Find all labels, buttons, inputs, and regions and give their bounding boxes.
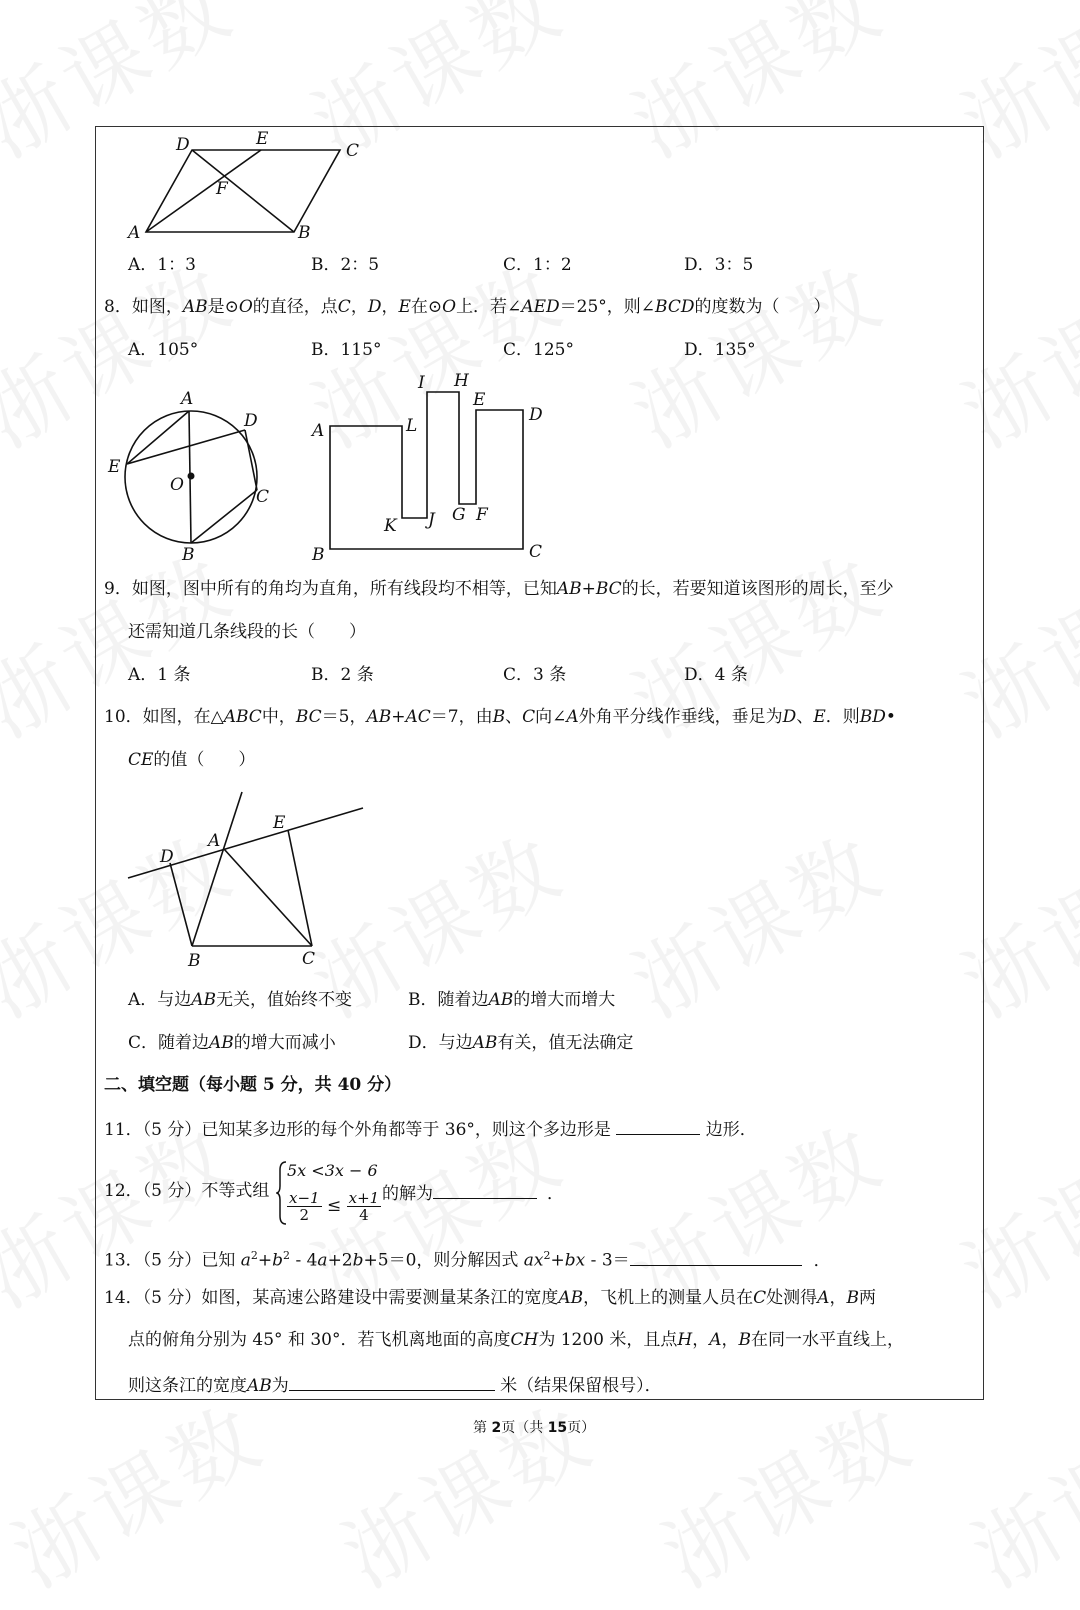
q9-question-line2: 还需知道几条线段的长（ ） bbox=[128, 622, 366, 642]
q9-label-D: D bbox=[529, 405, 543, 425]
q10-question-line2: CE的值（ ） bbox=[128, 750, 256, 770]
q8-option-b[interactable]: B．115° bbox=[311, 340, 382, 360]
q7-label-A: A bbox=[128, 223, 141, 243]
q8-label-A: A bbox=[181, 389, 194, 409]
section-heading: 二、填空题（每小题 5 分，共 40 分） bbox=[104, 1075, 402, 1095]
q7-option-b[interactable]: B．2：5 bbox=[311, 255, 380, 275]
q9-label-C: C bbox=[529, 542, 543, 562]
q11-answer-blank[interactable] bbox=[616, 1116, 700, 1135]
q12-fraction-1: $\frac{\text{𝑥−1}}{2}$ bbox=[289, 1189, 320, 1224]
q12-suffix: 的解为 ． bbox=[382, 1180, 564, 1205]
q14-answer-blank[interactable] bbox=[289, 1372, 495, 1391]
watermark bbox=[0, 1371, 282, 1610]
q8-label-O: O bbox=[170, 475, 184, 495]
q7-label-E: E bbox=[256, 129, 269, 149]
q10-option-c[interactable]: C．随着边AB的增大而减小 bbox=[128, 1033, 336, 1053]
q10-triangle-figure bbox=[120, 786, 370, 972]
q9-label-F: F bbox=[476, 505, 488, 525]
q8-option-c[interactable]: C．125° bbox=[503, 340, 574, 360]
q7-option-c[interactable]: C．1：2 bbox=[503, 255, 572, 275]
q7-option-d[interactable]: D．3：5 bbox=[684, 255, 754, 275]
q10-label-B: B bbox=[188, 951, 201, 971]
q9-label-G: G bbox=[452, 505, 466, 525]
q9-option-c[interactable]: C．3 条 bbox=[503, 665, 567, 685]
q9-label-B: B bbox=[312, 545, 325, 564]
q8-label-C: C bbox=[256, 487, 270, 507]
q9-label-L: L bbox=[406, 416, 418, 436]
q14-question-line1: 14．（5 分）如图，某高速公路建设中需要测量某条江的宽度AB，飞机上的测量人员在C处测得A，B两 bbox=[104, 1288, 876, 1308]
q10-label-A: A bbox=[208, 831, 221, 851]
watermark bbox=[318, 1371, 612, 1610]
q8-question: 8．如图，AB是⊙O的直径，点C，D，E在⊙O上．若∠AED＝25°，则∠BCD的度数为（ ） bbox=[104, 297, 831, 317]
q8-circle-figure bbox=[102, 384, 282, 564]
q10-question-line1: 10．如图，在△ABC中，BC＝5，AB+AC＝7，由B、C向∠A外角平分线作垂线，垂足为D、E．则BD• bbox=[104, 707, 896, 727]
q7-label-B: B bbox=[298, 223, 311, 243]
q9-option-b[interactable]: B．2 条 bbox=[311, 665, 374, 685]
q7-parallelogram-figure bbox=[120, 128, 380, 244]
q9-polygon-figure bbox=[308, 368, 553, 564]
q12-row2: $\frac{\text{𝑥−1}}{2}$ ≤ $\frac{\text{𝑥+1}}{4}$ bbox=[289, 1189, 380, 1224]
q13-question: 13．（5 分）已知 $a^2+b^2 - 4a+2b+5=0$，则分解因式 $ax^2+bx - 3=$ ． bbox=[104, 1245, 831, 1272]
q7-option-a[interactable]: A．1：3 bbox=[128, 255, 196, 275]
q8-option-a[interactable]: A．105° bbox=[128, 340, 199, 360]
q8-option-d[interactable]: D．135° bbox=[684, 340, 756, 360]
q14-question-line2: 点的俯角分别为 45° 和 30°．若飞机离地面的高度CH为 1200 米，且点H，A，B在同一水平直线上， bbox=[128, 1330, 905, 1350]
q12-answer-blank[interactable] bbox=[433, 1180, 537, 1199]
q10-label-C: C bbox=[302, 949, 316, 969]
q9-label-K: K bbox=[384, 516, 397, 536]
q9-label-A: A bbox=[312, 421, 325, 441]
q13-answer-blank[interactable] bbox=[630, 1247, 802, 1266]
page-footer: 第 2页（共 15页） bbox=[473, 1420, 596, 1436]
q8-label-E: E bbox=[108, 457, 121, 477]
q7-label-C: C bbox=[346, 141, 360, 161]
q9-label-J: J bbox=[428, 510, 435, 530]
q10-label-D: D bbox=[160, 847, 174, 867]
q7-label-D: D bbox=[176, 135, 190, 155]
q12-row1: 5𝑥 <3𝑥 − 6 bbox=[287, 1161, 378, 1180]
watermark bbox=[638, 1371, 932, 1610]
q10-label-E: E bbox=[273, 813, 286, 833]
q9-label-E: E bbox=[473, 390, 486, 410]
q9-option-a[interactable]: A．1 条 bbox=[128, 665, 191, 685]
q12-prefix: 12．（5 分）不等式组 bbox=[104, 1181, 270, 1201]
q9-label-H: H bbox=[454, 371, 469, 391]
q8-label-D: D bbox=[244, 411, 258, 431]
watermark bbox=[948, 1371, 1080, 1610]
q14-question-line3: 则这条江的宽度AB为 米（结果保留根号）． bbox=[128, 1372, 662, 1397]
q9-label-I: I bbox=[418, 373, 425, 393]
q9-option-d[interactable]: D．4 条 bbox=[684, 665, 748, 685]
q10-option-b[interactable]: B．随着边AB的增大而增大 bbox=[408, 990, 616, 1010]
q10-option-a[interactable]: A．与边AB无关，值始终不变 bbox=[128, 990, 353, 1010]
q8-label-B: B bbox=[182, 545, 195, 564]
q11-question: 11．（5 分）已知某多边形的每个外角都等于 36°，则这个多边形是 边形． bbox=[104, 1116, 757, 1141]
q12-fraction-2: $\frac{\text{𝑥+1}}{4}$ bbox=[348, 1189, 380, 1224]
q10-option-d[interactable]: D．与边AB有关，值无法确定 bbox=[408, 1033, 634, 1053]
q7-label-F: F bbox=[216, 179, 228, 199]
q9-question-line1: 9．如图，图中所有的角均为直角，所有线段均不相等，已知AB+BC的长，若要知道该图形的周长，至少 bbox=[104, 579, 894, 599]
